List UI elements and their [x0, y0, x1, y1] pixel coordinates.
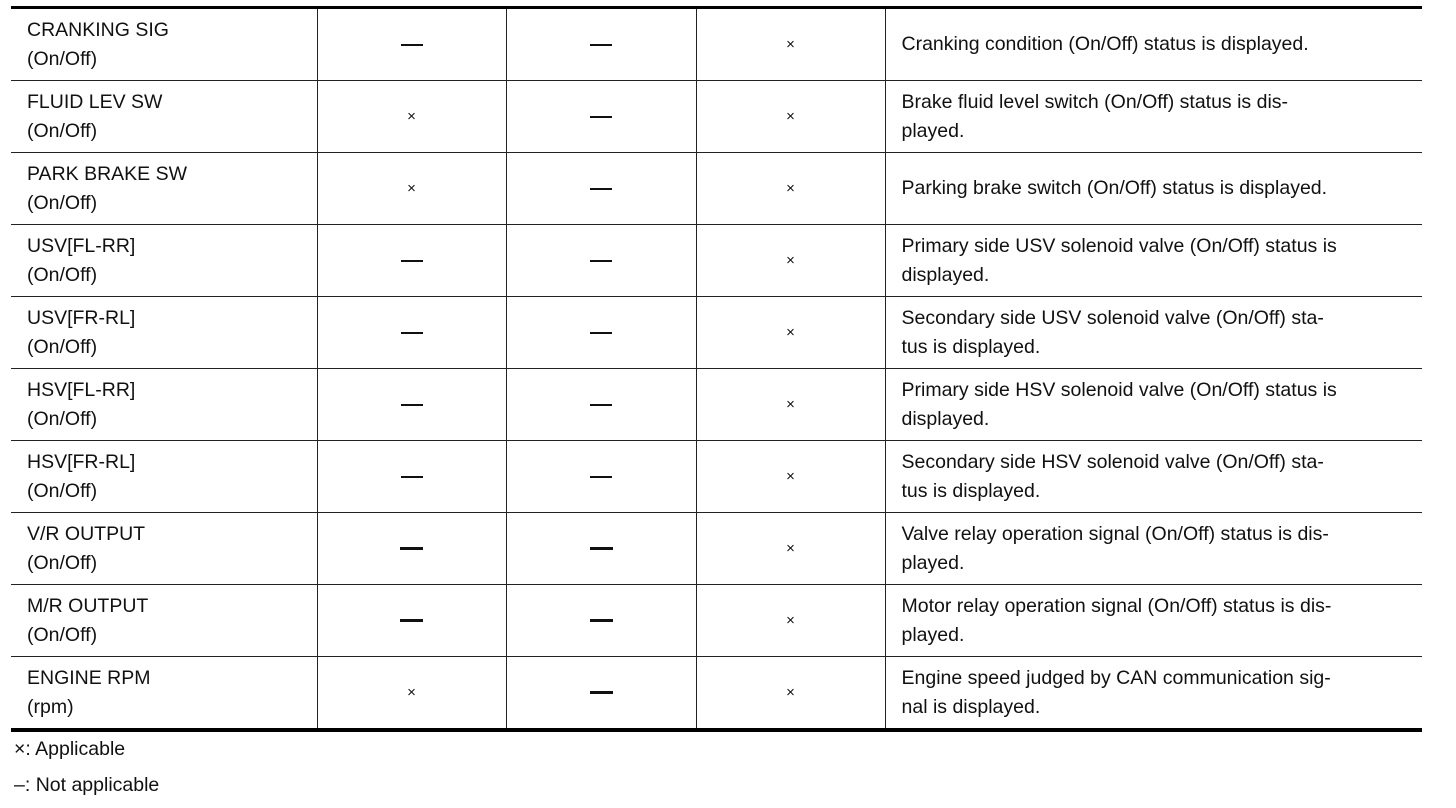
not-applicable-dash-icon [590, 188, 612, 190]
monitor-item-name: HSV[FL-RR] (On/Off) [11, 369, 317, 441]
monitor-item-name: M/R OUTPUT (On/Off) [11, 585, 317, 657]
applicable-mark: × [407, 108, 416, 126]
monitor-item-description: Cranking condition (On/Off) status is displayed. [885, 8, 1422, 81]
column-2-mark [506, 585, 696, 657]
not-applicable-dash-icon [590, 691, 613, 694]
applicable-mark: × [786, 36, 795, 54]
not-applicable-dash-icon [590, 44, 612, 46]
applicable-mark: × [407, 684, 416, 702]
column-3-mark [696, 369, 885, 441]
column-1-mark [317, 297, 506, 369]
table-row [11, 657, 1422, 731]
column-2-mark [506, 513, 696, 585]
not-applicable-dash-icon [590, 332, 612, 334]
table-row [11, 81, 1422, 153]
monitor-item-name: CRANKING SIG (On/Off) [11, 8, 317, 81]
monitor-item-table [11, 6, 1422, 732]
table-row [11, 225, 1422, 297]
applicable-mark: × [407, 180, 416, 198]
column-2-mark [506, 297, 696, 369]
monitor-item-description: Secondary side HSV solenoid valve (On/Off) sta- tus is displayed. [885, 441, 1422, 513]
applicable-mark: × [786, 396, 795, 414]
column-3-mark [696, 441, 885, 513]
column-1-mark [317, 153, 506, 225]
not-applicable-dash-icon [590, 404, 612, 406]
column-2-mark [506, 153, 696, 225]
monitor-item-name: USV[FL-RR] (On/Off) [11, 225, 317, 297]
column-3-mark [696, 513, 885, 585]
column-3-mark [696, 8, 885, 81]
column-2-mark [506, 8, 696, 81]
column-1-mark [317, 225, 506, 297]
column-1-mark [317, 8, 506, 81]
table-row [11, 297, 1422, 369]
column-3-mark [696, 657, 885, 731]
legend-not-applicable [14, 772, 159, 798]
column-3-mark [696, 81, 885, 153]
not-applicable-dash-icon [590, 547, 613, 550]
applicable-mark: × [786, 252, 795, 270]
table-row [11, 585, 1422, 657]
monitor-item-description: Brake fluid level switch (On/Off) status is dis- played. [885, 81, 1422, 153]
column-1-mark [317, 81, 506, 153]
monitor-item-name: PARK BRAKE SW (On/Off) [11, 153, 317, 225]
not-applicable-dash-icon [401, 332, 423, 334]
column-2-mark [506, 657, 696, 731]
table-row [11, 8, 1422, 81]
monitor-item-name: HSV[FR-RL] (On/Off) [11, 441, 317, 513]
monitor-item-description: Primary side HSV solenoid valve (On/Off) status is displayed. [885, 369, 1422, 441]
monitor-item-description: Parking brake switch (On/Off) status is displayed. [885, 153, 1422, 225]
applicable-mark: × [786, 612, 795, 630]
not-applicable-dash-icon [401, 404, 423, 406]
column-2-mark [506, 441, 696, 513]
not-applicable-dash-icon [400, 619, 423, 622]
column-1-mark [317, 513, 506, 585]
applicable-mark: × [786, 108, 795, 126]
column-3-mark [696, 585, 885, 657]
monitor-item-description: Engine speed judged by CAN communication sig- nal is displayed. [885, 657, 1422, 731]
table-row [11, 441, 1422, 513]
table-row [11, 153, 1422, 225]
not-applicable-dash-icon [590, 476, 612, 478]
applicable-mark: × [786, 540, 795, 558]
column-2-mark [506, 81, 696, 153]
applicable-mark: × [786, 180, 795, 198]
monitor-item-name: FLUID LEV SW (On/Off) [11, 81, 317, 153]
column-3-mark [696, 225, 885, 297]
applicable-mark: × [786, 684, 795, 702]
not-applicable-dash-icon [590, 116, 612, 118]
not-applicable-dash-icon [401, 44, 423, 46]
monitor-item-description: Primary side USV solenoid valve (On/Off) status is displayed. [885, 225, 1422, 297]
column-1-mark [317, 657, 506, 731]
not-applicable-dash-icon [401, 260, 423, 262]
column-1-mark [317, 441, 506, 513]
monitor-item-name: USV[FR-RL] (On/Off) [11, 297, 317, 369]
column-2-mark [506, 225, 696, 297]
monitor-item-description: Valve relay operation signal (On/Off) status is dis- played. [885, 513, 1422, 585]
applicable-text: : Applicable [25, 738, 126, 760]
table-row [11, 513, 1422, 585]
monitor-item-name: ENGINE RPM (rpm) [11, 657, 317, 731]
column-3-mark [696, 153, 885, 225]
monitor-item-description: Motor relay operation signal (On/Off) status is dis- played. [885, 585, 1422, 657]
legend-applicable [14, 736, 125, 762]
not-applicable-dash-icon [590, 619, 613, 622]
column-2-mark [506, 369, 696, 441]
column-3-mark [696, 297, 885, 369]
not-applicable-dash-icon [400, 547, 423, 550]
monitor-item-name: V/R OUTPUT (On/Off) [11, 513, 317, 585]
not-applicable-dash-icon [401, 476, 423, 478]
applicable-mark: × [786, 324, 795, 342]
table-row [11, 369, 1422, 441]
not-applicable-symbol: – [14, 774, 25, 796]
not-applicable-text: : Not applicable [24, 774, 160, 796]
column-1-mark [317, 369, 506, 441]
not-applicable-dash-icon [590, 260, 612, 262]
applicable-mark: × [786, 468, 795, 486]
monitor-item-description: Secondary side USV solenoid valve (On/Off) sta- tus is displayed. [885, 297, 1422, 369]
applicable-symbol: × [14, 738, 26, 760]
column-1-mark [317, 585, 506, 657]
